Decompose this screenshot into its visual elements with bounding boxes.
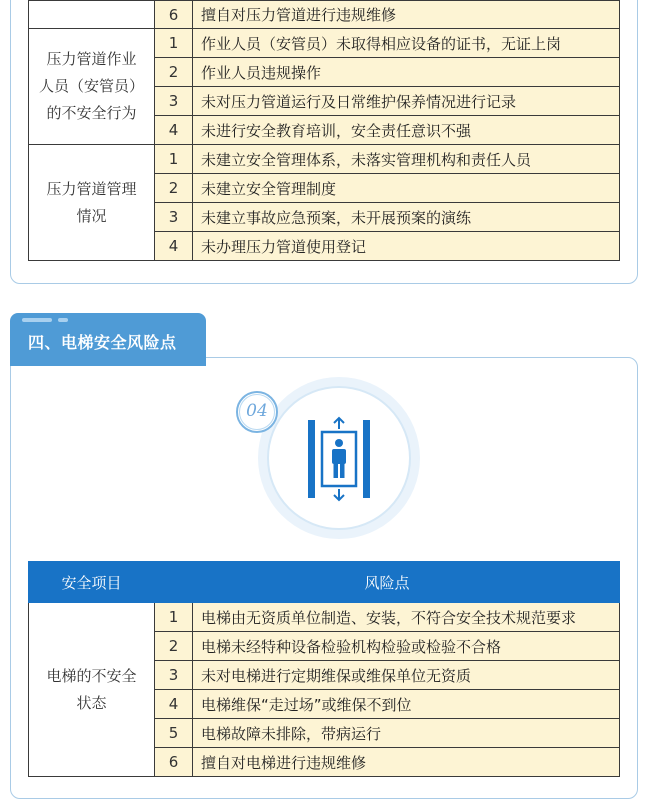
risk-text: 作业人员违规操作 (193, 58, 620, 87)
row-number: 5 (155, 719, 193, 748)
category-line: 情况 (76, 206, 107, 225)
row-number: 2 (155, 58, 193, 87)
category-line: 压力管道作业 (46, 50, 137, 68)
row-number: 4 (155, 232, 193, 261)
risk-text: 未对电梯进行定期维保或维保单位无资质 (193, 661, 620, 690)
risk-text: 电梯由无资质单位制造、安装，不符合安全技术规范要求 (193, 603, 620, 632)
elevator-icon (306, 416, 372, 502)
row-number: 2 (155, 174, 193, 203)
table-row (29, 145, 620, 174)
row-number: 3 (155, 661, 193, 690)
risk-text: 未建立安全管理制度 (193, 174, 620, 203)
category-cell-continued (29, 1, 155, 29)
pressure-pipe-risk-table (28, 0, 620, 261)
category-line: 的不安全行为 (46, 104, 137, 122)
risk-text: 擅自对电梯进行违规维修 (193, 748, 620, 777)
risk-text: 电梯维保“走过场”或维保不到位 (193, 690, 620, 719)
header-risk-point: 风险点 (155, 562, 620, 603)
row-number: 6 (155, 1, 193, 29)
table-row (29, 1, 620, 29)
table-header-row (29, 562, 620, 603)
risk-text: 电梯故障未排除，带病运行 (193, 719, 620, 748)
risk-text: 电梯未经特种设备检验机构检验或检验不合格 (193, 632, 620, 661)
category-cell-operator-behavior (29, 29, 155, 145)
risk-text: 未建立安全管理体系，未落实管理机构和责任人员 (193, 145, 620, 174)
risk-text: 未对压力管道运行及日常维护保养情况进行记录 (193, 87, 620, 116)
row-number: 4 (155, 116, 193, 145)
risk-text: 未建立事故应急预案，未开展预案的演练 (193, 203, 620, 232)
risk-text: 未办理压力管道使用登记 (193, 232, 620, 261)
row-number: 2 (155, 632, 193, 661)
category-cell-pipe-management (29, 145, 155, 261)
category-line: 状态 (76, 693, 107, 712)
category-line: 电梯的不安全 (46, 666, 137, 685)
row-number: 3 (155, 87, 193, 116)
row-number: 1 (155, 29, 193, 58)
row-number: 1 (155, 603, 193, 632)
risk-text: 作业人员（安管员）未取得相应设备的证书，无证上岗 (193, 29, 620, 58)
badge-number: 04 (246, 401, 268, 421)
row-number: 3 (155, 203, 193, 232)
elevator-risk-table (28, 561, 620, 777)
tab-decoration (58, 318, 68, 322)
category-line: 压力管道管理 (46, 179, 137, 198)
row-number: 6 (155, 748, 193, 777)
row-number: 1 (155, 145, 193, 174)
table-row (29, 29, 620, 58)
table-row (29, 603, 620, 632)
risk-text: 未进行安全教育培训，安全责任意识不强 (193, 116, 620, 145)
category-line: 人员（安管员） (38, 77, 144, 95)
tab-decoration (22, 318, 52, 322)
header-safety-item: 安全项目 (29, 562, 155, 603)
category-cell-elevator-unsafe-state (29, 603, 155, 777)
section-title: 四、电梯安全风险点 (28, 333, 177, 352)
risk-text: 擅自对压力管道进行违规维修 (193, 1, 620, 29)
row-number: 4 (155, 690, 193, 719)
